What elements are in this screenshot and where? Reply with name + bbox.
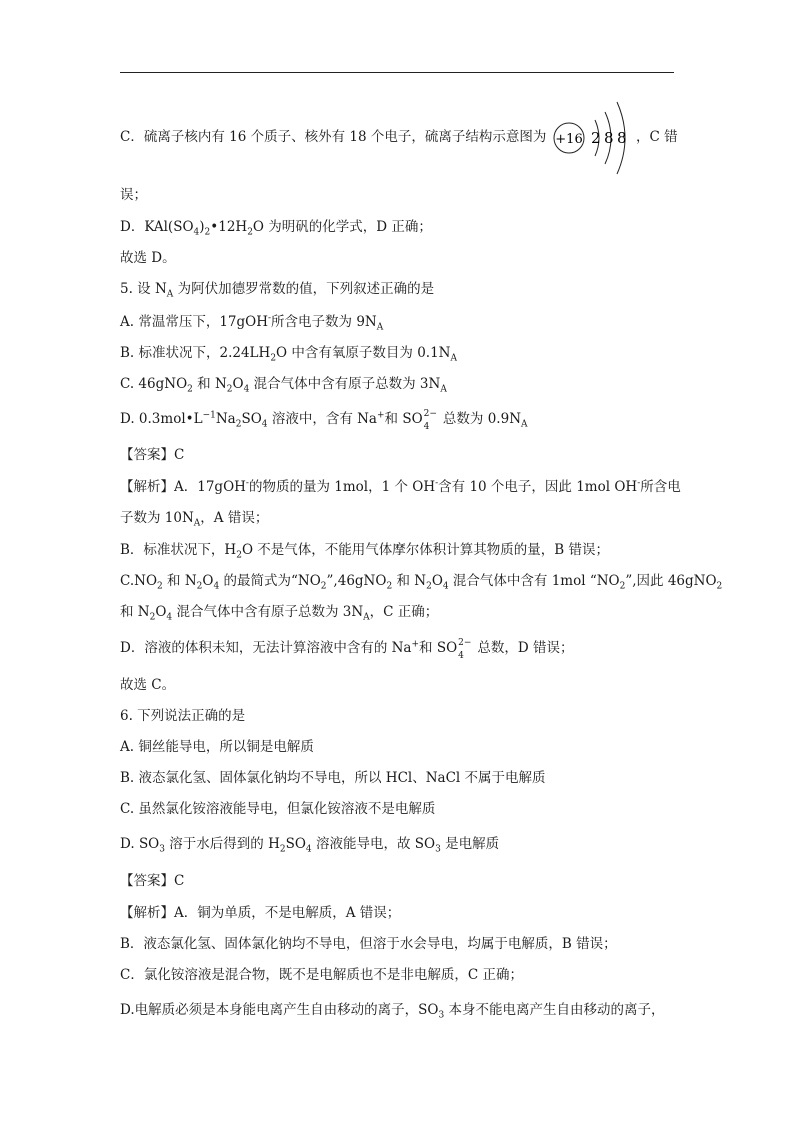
answer-select-c: 故选 C。 [120,677,176,693]
question-6-option-d: D. $SO_3$ 溶于水后得到的 $H_2SO_4$ 溶液能导电，故 $SO_3$ 是电解质 [120,836,500,855]
question-5-option-b: B. 标准状况下，$2.24LH_2O$ 中含有氧原子数目为 $0.1N_A$ [120,345,457,364]
sulfide-ion-structure-diagram [551,98,647,178]
option-c-tail: ，C 错 [636,129,678,145]
answer-6: 【答案】C [120,873,185,889]
explanation-6-line-2: B．液态氯化氢、固体氯化钠均不导电，但溶于水会导电，均属于电解质，B 错误； [120,936,617,952]
explanation-5-line-1: 【解析】A．17gOH-的物质的量为 1mol，1 个 OH-含有 10 个电子，因此 1mol OH-所含电 [120,478,681,495]
explanation-5-line-5: 和 $N_2O_4$ 混合气体中含有原子总数为 $3N_A$，C 正确； [120,604,439,623]
question-6-option-b: B. 液态氯化氢、固体氯化钠均不导电，所以 HCl、NaCl 不属于电解质 [120,770,546,786]
question-5-option-c: C. 46gNO$_2$ 和 $N_2O_4$ 混合气体中含有原子总数为 $3N_A$ [120,376,447,395]
sulfate-ion-charge: 2− 4 [458,638,472,661]
nucleus-charge: +16 [555,132,583,147]
option-c-line: C．硫离子核内有 16 个质子、核外有 18 个电子，硫离子结构示意图为 [120,129,547,145]
header-rule [120,72,674,73]
explanation-5-line-3: B．标准状况下，$H_2O$ 不是气体，不能用气体摩尔体积计算其物质的量，B 错误； [120,542,610,561]
shell-count-2: 8 [604,129,614,147]
explanation-5-line-2: 子数为 $10N_A$，A 错误； [120,510,269,529]
question-5-option-d: D. $0.3mol•L^{-1}Na_2SO_4$ 溶液中，含有 Na+和 SO 2− 4 总数为 $0.9N_A$ [120,409,528,432]
option-d-line: D．$KAl(SO_4)_2•12H_2O$ 为明矾的化学式，D 正确； [120,219,432,238]
question-5-option-a: A. 常温常压下，17gOH-所含电子数为 $9N_A$ [120,313,384,333]
explanation-5-line-6: D．溶液的体积未知，无法计算溶液中含有的 Na+和 SO 2− 4 总数，D 错误； [120,638,574,661]
question-6: 6. 下列说法正确的是 [120,708,246,724]
shell-count-1: 2 [591,129,601,147]
question-5: 5. 设 $N_A$ 为阿伏加德罗常数的值，下列叙述正确的是 [120,281,435,300]
answer-5: 【答案】C [120,447,185,463]
answer-select-d: 故选 D。 [120,250,176,266]
question-6-option-a: A. 铜丝能导电，所以铜是电解质 [120,739,314,755]
explanation-5-line-4: $C.NO_2$ 和 $N_2O_4$ 的最简式为“$NO_2”,46gNO_2$ 和 $N_2O_4$ 混合气体中含有 1mol “$NO_2$”,因此 46gNO$_2$ [120,573,723,592]
sulfate-ion-charge: 2− 4 [423,409,437,432]
explanation-6-line-3: C．氯化铵溶液是混合物，既不是电解质也不是非电解质，C 正确； [120,967,523,983]
shell-count-3: 8 [617,129,627,147]
explanation-6-line-1: 【解析】A．铜为单质，不是电解质，A 错误； [120,905,401,921]
explanation-6-line-4: D.电解质必须是本身能电离产生自由移动的离子，$SO_3$ 本身不能电离产生自由移动的离子， [120,1002,665,1021]
option-c-continued: 误； [120,187,147,203]
question-6-option-c: C. 虽然氯化铵溶液能导电，但氯化铵溶液不是电解质 [120,801,436,817]
